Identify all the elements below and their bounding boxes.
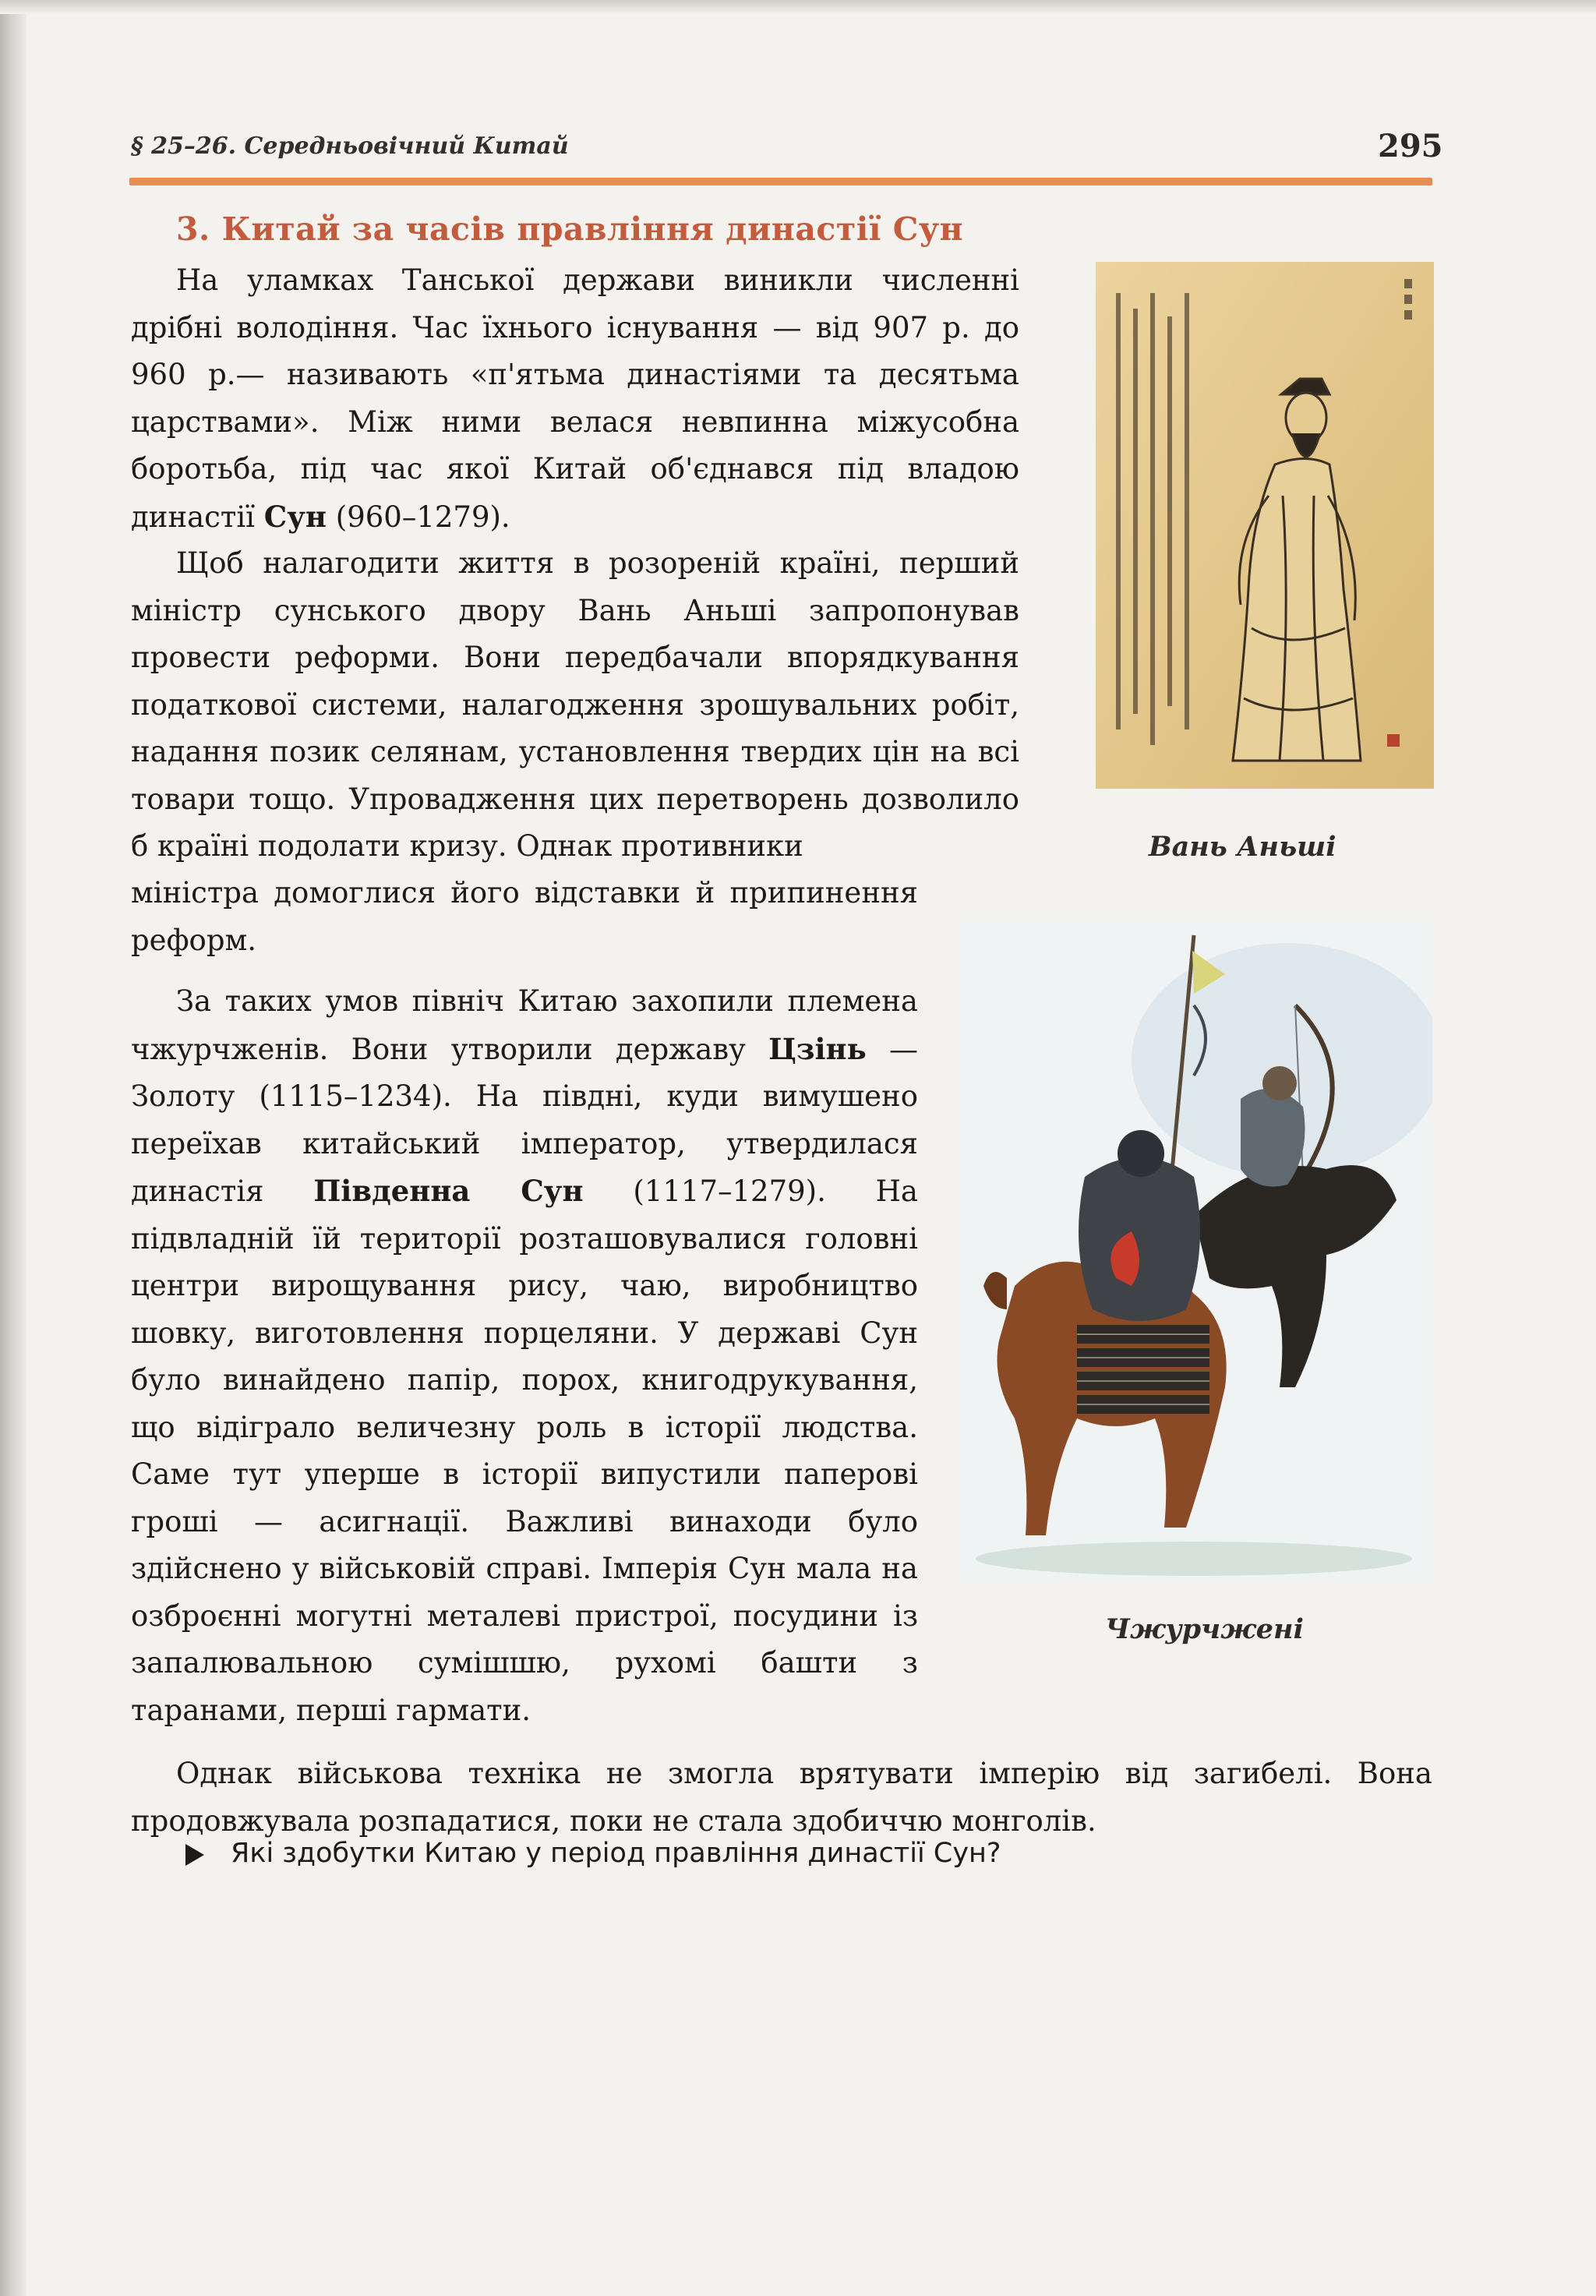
- page-shadow-edge: [0, 0, 26, 2296]
- paragraph-1-text: На уламках Танської держави виникли численні дрібні володіння. Час їхнього існування — від 907 р. до 960 р.— називають «п'ятьма династіями та десятьма царствами». Між ними велася невпинна міжусобна боротьба, під час якої Китай об'єднався під владою династії: [131, 263, 1019, 534]
- paragraph-2-continued: міністра домоглися його відставки й припинення реформ.: [131, 876, 918, 957]
- paragraph-2: Щоб налагодити життя в розореній країні, перший міністр сунського двору Вань Аньші запропонував провести реформи. Вони передбачали впорядкування податкової системи, налагодження зрошувальних робіт, надання позик селянам, установлення твердих цін на всі товари тощо. Упровадження цих перетворень дозволило б країні подолати кризу. Однак противники: [131, 546, 1019, 863]
- review-question-text: Які здобутки Китаю у період правління династії Сун?: [231, 1838, 1001, 1869]
- review-question: [187, 1838, 1001, 1869]
- paragraph-3-term-southern-song: Південна Сун: [313, 1174, 584, 1208]
- paragraph-3-term-jin: Цзінь: [768, 1031, 867, 1066]
- paragraph-1-dates: (960–1279).: [327, 500, 510, 534]
- paragraph-4: Однак військова техніка не змогла врятувати імперію від загибелі. Вона продовжувала розпадатися, поки не стала здобиччю монголів.: [131, 1757, 1432, 1838]
- warriors-caption: Чжурчжені: [1105, 1613, 1304, 1645]
- page-number: 295: [1378, 128, 1443, 164]
- page-top-shadow: [0, 0, 1596, 14]
- paragraph-3-text-c: (1117–1279). На підвладній їй території розташовувалися головні центри вирощування рису, чаю, виробництво шовку, виготовлення порцеляни. У державі Сун було винайдено папір, порох, книгодрукування, що відіграло величезну роль в історії людства. Саме тут уперше в історії випустили паперові гроші — асигнації. Важливі винаходи було здійснено у військовій справі. Імперія Сун мала на озброєнні могутні металеві пристрої, посудини із запалювальною сумішшю, рухомі башти з таранами, перші гармати.: [131, 1174, 918, 1727]
- warriors-illustration: [960, 920, 1432, 1582]
- paragraph-1: [131, 257, 1019, 541]
- portrait-drawing: [1096, 262, 1434, 789]
- paragraph-1-term: Сун: [263, 499, 327, 534]
- section-heading: 3. Китай за часів правління династії Сун: [176, 210, 964, 248]
- paragraph-3: [131, 978, 918, 1734]
- header-divider: [129, 178, 1432, 185]
- paragraph-3-text-b: — Золоту (1115–1234). На півдні, куди вимушено переїхав китайський імператор, утвердилася династія: [131, 1032, 918, 1208]
- paragraph-3-text-a: За таких умов північ Китаю захопили племена чжурчженів. Вони утворили державу: [131, 984, 918, 1066]
- portrait-caption: Вань Аньші: [1149, 831, 1336, 863]
- running-header-title: § 25–26. Середньовічний Китай: [131, 132, 569, 160]
- warriors-drawing: [960, 920, 1432, 1582]
- portrait-illustration: [1096, 262, 1434, 789]
